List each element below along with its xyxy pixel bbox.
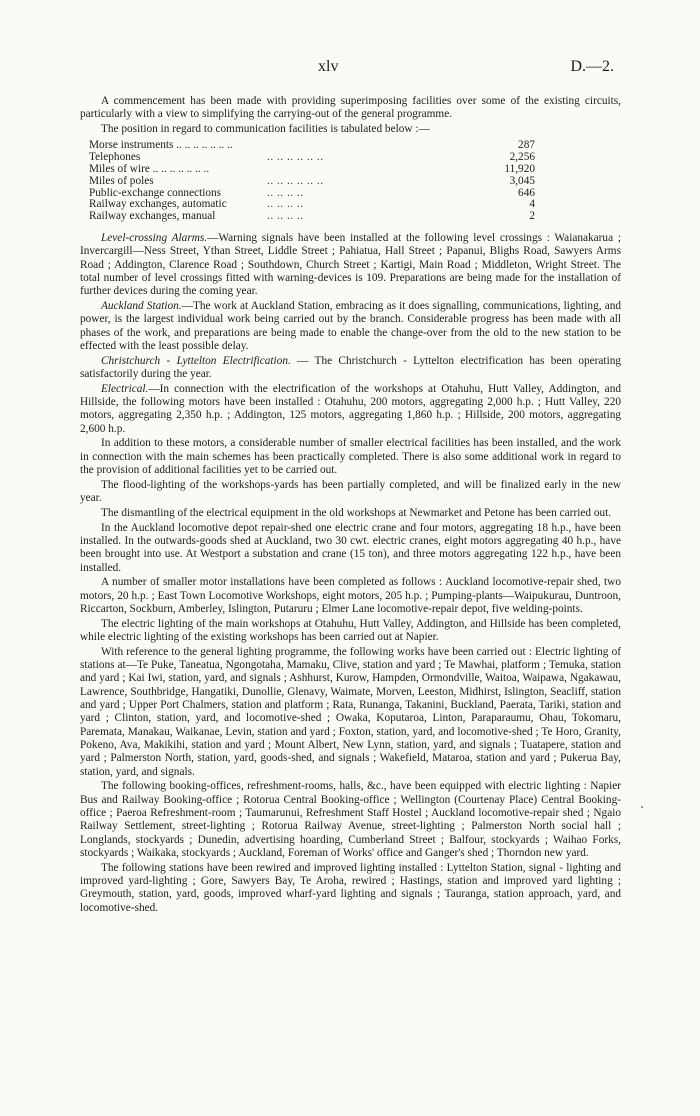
paragraph-booking-offices: The following booking-offices, refreshment-rooms, halls, &c., have been equipped with electric lighting : Napier Bus and Railway Booking-office ; Rotorua Central Booking-office ; Wellington (Courtenay Place) Central Booking-office ; Paeroa Refreshment-room ; Taumarunui, Refreshment Staff Hostel ; Auckland locomotive-repair shed ; Ngaio Railway Settlement, street-lighting ; Rotorua Railway Avenue, street-lighting ; Palmerston North social hall ; Longlands, stockyards ; Dunedin, advertising hoarding, Cumberland Street ; Balfour, stockyards ; Waihao Forks, stockyards ; Waikaka, stockyards ; Auckland, Foreman of Works' office and Ganger's shed ; Thorndon new yard.	[80, 780, 621, 859]
row-label: Railway exchanges, automatic	[89, 198, 227, 211]
row-label: Miles of wire	[89, 162, 150, 175]
dot-leader: .. .. .. ..	[267, 186, 304, 199]
paragraph-additional-facilities: In addition to these motors, a considerable number of smaller electrical facilities has been installed, and the work in connection with the main schemes has been practically completed. There is also some additional work in regard to the provision of additional facilities yet to be carried out.	[80, 437, 621, 477]
paragraph-tabulated-intro: The position in regard to communication facilities is tabulated below :—	[101, 123, 430, 136]
paragraph-text: — The Christchurch - Lyttelton electrification has been operating satisfactorily during the year.	[80, 354, 622, 380]
row-value: 2	[529, 210, 535, 223]
row-value: 646	[518, 186, 535, 199]
paragraph-text: —In connection with the electrification of the workshops at Otahuhu, Hutt Valley, Addington, and Hillside, the following motors have been installed : Otahuhu, 200 motors, aggregating 2,000 h.p. ; Hutt Valley, 220 motors, aggregating 2,350 h.p. ; Addington, 125 motors, aggregating 1,860 h.p. ; Hillside, 200 motors, aggregating 2,600 h.p.	[80, 382, 621, 435]
section-heading: Christchurch - Lyttelton Electrification.	[101, 354, 291, 367]
dot-leader: .. .. .. ..	[267, 198, 304, 211]
section-heading: Auckland Station.	[101, 299, 182, 312]
row-label: Public-exchange connections	[89, 186, 222, 199]
paragraph-electrical	[80, 383, 621, 436]
document-reference: D.—2.	[570, 58, 614, 75]
paragraph-auckland-station	[80, 300, 621, 353]
row-label: Railway exchanges, manual	[89, 210, 216, 223]
table-row	[89, 211, 535, 223]
row-value: 3,045	[509, 174, 535, 187]
paragraph-motor-installations: A number of smaller motor installations have been completed as follows : Auckland locomotive-repair shed, two motors, 20 h.p. ; East Town Locomotive Workshops, eight motors, 205 h.p. ; Pumping-plants—Waipukurau, Duntroon, Riccarton, Sockburn, Amberley, Islington, Putaruru ; Elmer Lane locomotive-repair depot, five welding-points.	[80, 576, 621, 615]
paragraph-flood-lighting: The flood-lighting of the workshops-yards has been partially completed, and will be finalized early in the new year.	[80, 478, 621, 505]
paragraph-lighting-programme: With reference to the general lighting programme, the following works have been carried out : Electric lighting of stations at—Te Puke, Taneatua, Ngongotaha, Mamaku, Clive, station and yard ; Te Mawhai, platform ; Temuka, station and yard ; Kai Iwi, station, yard, and signals ; Ashhurst, Kurow, Hampden, Ormondville, Waitoa, Waipawa, Ngakawau, Lawrence, Southbridge, Hangatiki, Dunollie, Glenavy, Waimate, Morven, Leeston, Midhirst, Islington, Seacliff, station and yard ; Upper Port Chalmers, station and platform ; Rata, Runanga, Takanini, Buckland, Paerata, Tariki, station and yard ; Clinton, station, yard, and locomotive-shed ; Owaka, Koputaroa, Linton, Paraparaumu, Ohau, Tokomaru, Paremata, Manakau, Waikanae, Levin, station and yard ; Foxton, station, yard, and locomotive-shed ; Te Horo, Granity, Pokeno, Ava, Makikihi, station and yard ; Mount Albert, New Lynn, station, yard, and signals ; Tuatapere, station and yard ; Palmerston North, station, yard, goods-shed, and signals ; Wakefield, Mataroa, station and yard ; Pukerua Bay, station, yard, and signals.	[80, 645, 621, 778]
communication-facilities-table	[89, 140, 535, 223]
row-value: 287	[518, 139, 535, 152]
row-value: 11,920	[504, 162, 535, 175]
dot-leader: .. .. .. .. .. .. ..	[149, 162, 210, 175]
section-heading: Electrical.	[101, 382, 149, 395]
row-label: Miles of poles	[89, 174, 154, 187]
section-heading: Level-crossing Alarms.	[101, 231, 208, 244]
scan-speck	[641, 806, 643, 808]
paragraph-text: —Warning signals have been installed at the following level crossings : Waianakarua ; Invercargill—Ness Street, Ythan Street, Liddle Street ; Pahiatua, Hall Street ; Papanui, Blighs Road, Sawyers Arms Road ; Addington, Clarence Road ; Southdown, Church Street ; Kartigi, Main Road ; Middleton, Wright Street. The total number of level crossings fitted with warning-devices is 109. Preparations are being made for the installation of further devices during the coming year.	[80, 231, 621, 298]
page-number: xlv	[318, 58, 339, 75]
paragraph-text: —The work at Auckland Station, embracing as it does signalling, communications, lighting, and power, is the largest individual work being carried out by the branch. Considerable progress has been made with all phases of the work, and preparations are being made to enable the change-over from the old to the new station to be effected with the least possible delay.	[80, 299, 622, 352]
paragraph-workshop-lighting: The electric lighting of the main workshops at Otahuhu, Hutt Valley, Addington, and Hillside has been completed, while electric lighting of the existing workshops has been carried out at Napier.	[80, 617, 621, 644]
row-label: Morse instruments	[89, 139, 174, 152]
table-row	[89, 164, 535, 176]
document-body	[80, 95, 621, 916]
paragraph-level-crossing	[80, 232, 621, 298]
dot-leader: .. .. .. ..	[267, 210, 304, 223]
paragraph-rewired-stations: The following stations have been rewired and improved lighting installed : Lyttelton Station, signal - lighting and improved yard-lighting ; Gore, Sawyers Bay, Te Aroha, rewired ; Hastings, station and improved yard lighting ; Greymouth, station, yard, goods, improved wharf-yard lighting and signals ; Tauranga, station approach, yard, and locomotive-shed.	[80, 861, 621, 914]
paragraph-auckland-depot: In the Auckland locomotive depot repair-shed one electric crane and four motors, aggregating 18 h.p., have been installed. In the outwards-goods shed at Auckland, two 30 cwt. electric cranes, eight motors aggregating 40 h.p., have been brought into use. At Westport a substation and crane (15 ton), and three motors aggregating 122 h.p., have been installed.	[80, 521, 621, 574]
paragraph-superimposing: A commencement has been made with providing superimposing facilities over some of the existing circuits, particularly with a view to simplifying the carrying-out of the general programme.	[80, 95, 621, 121]
dot-leader: .. .. .. .. .. ..	[267, 151, 324, 164]
row-value: 2,256	[509, 151, 535, 164]
dot-leader: .. .. .. .. .. .. ..	[173, 139, 233, 152]
row-value: 4	[529, 198, 535, 211]
row-label: Telephones	[89, 151, 141, 164]
page-header	[0, 58, 700, 78]
dot-leader: .. .. .. .. .. ..	[267, 174, 324, 187]
paragraph-christchurch-lyttelton	[80, 355, 621, 382]
paragraph-dismantling: The dismantling of the electrical equipment in the old workshops at Newmarket and Petone has been carried out.	[101, 506, 612, 519]
